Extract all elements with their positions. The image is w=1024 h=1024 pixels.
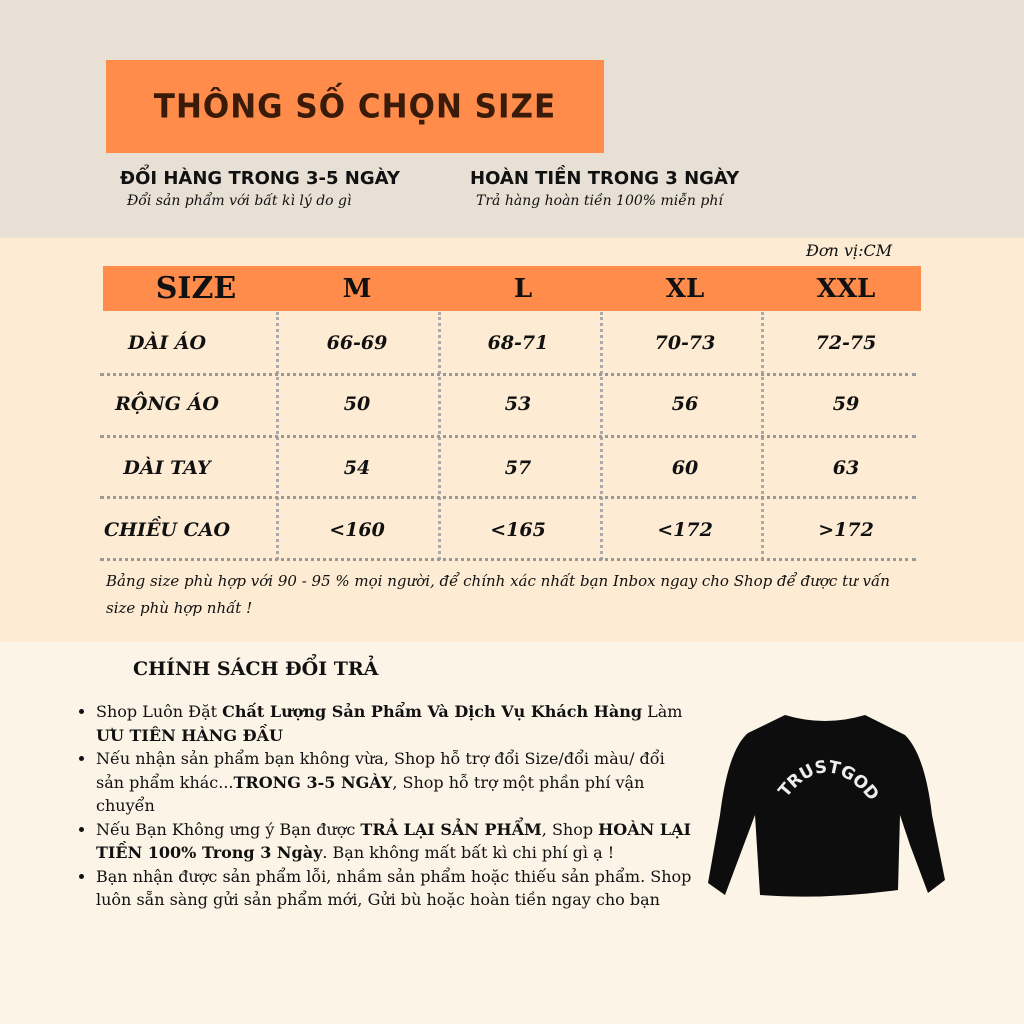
header-size: SIZE bbox=[155, 271, 237, 306]
promise-exchange-sub: Đổi sản phẩm với bất kì lý do gì bbox=[127, 193, 352, 209]
policy-title: CHÍNH SÁCH ĐỔI TRẢ bbox=[133, 658, 379, 680]
banner-title: THÔNG SỐ CHỌN SIZE bbox=[153, 87, 557, 126]
policy-item bbox=[96, 747, 693, 818]
row-label: CHIỀU CAO bbox=[103, 519, 231, 541]
table-cell: 53 bbox=[504, 393, 532, 415]
sweater-print-text: TRUSTGOD bbox=[774, 757, 883, 805]
promise-refund-heading: HOÀN TIỀN TRONG 3 NGÀY bbox=[470, 168, 740, 189]
row-label: RỘNG ÁO bbox=[115, 393, 219, 415]
row-divider bbox=[100, 558, 916, 561]
header-m: M bbox=[342, 274, 372, 304]
policy-item bbox=[96, 818, 693, 865]
header-xl: XL bbox=[665, 274, 705, 304]
row-label: DÀI ÁO bbox=[127, 332, 207, 354]
sweater-image bbox=[700, 705, 950, 905]
policy-emphasis: TRONG 3-5 NGÀY bbox=[233, 772, 393, 792]
table-cell: 56 bbox=[671, 393, 699, 415]
table-cell: 66-69 bbox=[326, 332, 388, 354]
table-header bbox=[103, 266, 921, 311]
table-cell: 54 bbox=[343, 457, 371, 479]
promise-exchange-heading: ĐỔI HÀNG TRONG 3-5 NGÀY bbox=[120, 168, 400, 189]
policy-text: Bạn nhận được sản phẩm lỗi, nhầm sản phẩm hoặc thiếu sản phẩm. Shop luôn sẵn sàng gửi sản phẩm mới, Gửi bù hoặc hoàn tiền ngay cho bạn bbox=[96, 866, 692, 909]
table-cell: 68-71 bbox=[487, 332, 549, 354]
policy-text: , Shop bbox=[541, 819, 599, 839]
policy-text: Shop Luôn Đặt bbox=[96, 702, 223, 721]
row-label: DÀI TAY bbox=[123, 457, 211, 479]
table-cell: <172 bbox=[657, 519, 713, 541]
policy-text: Nếu nhận sản phẩm bạn không vừa, Shop hỗ trợ đổi Size/đổi màu/ đổi sản phẩm khác... bbox=[96, 749, 665, 792]
header-l: L bbox=[513, 274, 533, 304]
table-cell: 60 bbox=[671, 457, 699, 479]
policy-emphasis: TRẢ LẠI SẢN PHẨM bbox=[360, 819, 542, 839]
policy-text: Nếu Bạn Không ưng ý Bạn được bbox=[96, 819, 361, 839]
policy-item bbox=[96, 700, 693, 747]
table-cell: 50 bbox=[343, 393, 371, 415]
table-cell: 57 bbox=[504, 457, 532, 479]
table-cell: 63 bbox=[832, 457, 860, 479]
policy-emphasis: HOÀN LẠI TIỀN 100% Trong 3 Ngày bbox=[96, 819, 691, 862]
table-cell: 59 bbox=[832, 393, 860, 415]
unit-label: Đơn vị:CM bbox=[806, 241, 893, 260]
table-cell: >172 bbox=[818, 519, 874, 541]
policy-emphasis: Chất Lượng Sản Phẩm Và Dịch Vụ Khách Hàng bbox=[222, 702, 643, 721]
policy-list bbox=[78, 700, 693, 912]
policy-text: . Bạn không mất bất kì chi phí gì ạ ! bbox=[322, 843, 615, 862]
promise-refund-sub: Trả hàng hoàn tiền 100% miễn phí bbox=[476, 193, 723, 209]
size-note: Bảng size phù hợp với 90 - 95 % mọi người, để chính xác nhất bạn Inbox ngay cho Shop để được tư vấn size phù hợp nhất ! bbox=[106, 572, 890, 617]
title-banner bbox=[106, 60, 604, 153]
table-cell: <160 bbox=[329, 519, 385, 541]
policy-emphasis: ƯU TIÊN HÀNG ĐẦU bbox=[96, 725, 283, 745]
row-divider bbox=[100, 435, 916, 438]
row-divider bbox=[100, 373, 916, 376]
policy-item bbox=[96, 865, 693, 912]
table-cell: 70-73 bbox=[654, 332, 716, 354]
policy-text: Làm bbox=[642, 702, 683, 721]
policy-text: , Shop hỗ trợ một phần phí vận chuyển bbox=[96, 772, 645, 815]
header-xxl: XXL bbox=[816, 274, 876, 304]
sweater-body bbox=[708, 715, 945, 897]
table-cell: 72-75 bbox=[815, 332, 877, 354]
table-cell: <165 bbox=[490, 519, 546, 541]
row-divider bbox=[100, 496, 916, 499]
